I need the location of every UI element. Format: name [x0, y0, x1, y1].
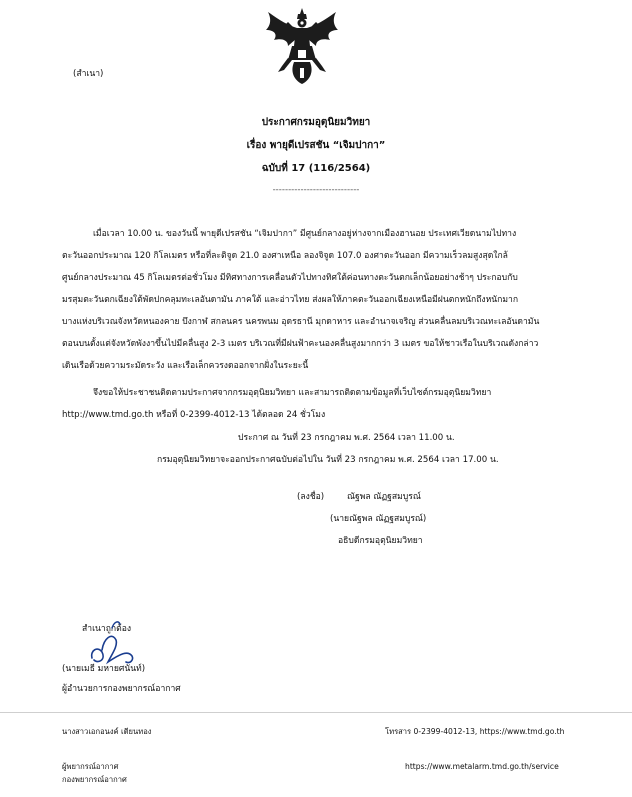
body-line: ศูนย์กลางประมาณ 45 กิโลเมตรต่อชั่วโมง มีทิศทางการเคลื่อนตัวไปทางทิศใต้ค่อนทางตะวันตกเล็กน้อยอย่างช้าๆ ประกอบกับ — [62, 273, 518, 283]
document-title: ประกาศกรมอุตุนิยมวิทยา — [261, 117, 371, 128]
certifier-name: (นายเมธี มหายศนันท์) — [62, 664, 146, 674]
footer-division: กองพยากรณ์อากาศ — [62, 775, 127, 784]
announcement-date: ประกาศ ณ วันที่ 23 กรกฎาคม พ.ศ. 2564 เวลา 11.00 น. — [238, 433, 455, 443]
footer-divider — [0, 712, 632, 713]
signatory-full-name: (นายณัฐพล ณัฏฐสมบูรณ์) — [330, 514, 427, 524]
body-line: เมื่อเวลา 10.00 น. ของวันนี้ พายุดีเปรสชัน “เจิมปากา” มีศูนย์กลางอยู่ห่างจากเมืองฮานอย ประเทศเวียดนามไปทาง — [93, 229, 517, 239]
signed-name: ณัฐพล ณัฏฐสมบูรณ์ — [347, 492, 421, 502]
body-line: มรสุมตะวันตกเฉียงใต้พัดปกคลุมทะเลอันดามัน ภาคใต้ และอ่าวไทย ส่งผลให้ภาคตะวันออกเฉียงเหนือมีฝนตกหนักถึงหนักมาก — [62, 295, 519, 305]
notice-line: จึงขอให้ประชาชนติดตามประกาศจากกรมอุตุนิยมวิทยา และสามารถติดตามข้อมูลที่เว็บไซต์กรมอุตุนิยมวิทยา — [93, 388, 492, 398]
body-line: ตอนบนตั้งแต่จังหวัดพังงาขึ้นไปมีคลื่นสูง 2-3 เมตร บริเวณที่มีฝนฟ้าคะนองคลื่นสูงมากกว่า 3 เมตร ขอให้ชาวเรือในบริเวณดังกล่าว — [62, 339, 539, 349]
footer-role: ผู้พยากรณ์อากาศ — [62, 762, 119, 771]
certified-label: สำเนาถูกต้อง — [82, 624, 132, 634]
document-subject: เรื่อง พายุดีเปรสชัน “เจิมปากา” — [246, 140, 386, 151]
next-issue-note: กรมอุตุนิยมวิทยาจะออกประกาศฉบับต่อไปใน วันที่ 23 กรกฎาคม พ.ศ. 2564 เวลา 17.00 น. — [157, 455, 499, 465]
body-line: บางแห่งบริเวณจังหวัดหนองคาย บึงกาฬ สกลนคร นครพนม อุดรธานี มุกดาหาร และอำนาจเจริญ ส่วนคลื่นลมบริเวณทะเลอันดามัน — [62, 317, 540, 327]
body-line: ตะวันออกประมาณ 120 กิโลเมตร หรือที่ละติจูด 21.0 องศาเหนือ ลองจิจูด 107.0 องศาตะวันออก มีความเร็วลมสูงสุดใกล้ — [62, 251, 508, 261]
signatory-position: อธิบดีกรมอุตุนิยมวิทยา — [338, 536, 423, 546]
garuda-emblem-icon — [264, 6, 340, 86]
notice-line: http://www.tmd.go.th หรือที่ 0-2399-4012-13 ได้ตลอด 24 ชั่วโมง — [62, 410, 326, 420]
copy-mark: (สำเนา) — [73, 69, 104, 79]
footer-service-link: https://www.metalarm.tmd.go.th/service — [405, 762, 559, 771]
footer-preparer: นางสาวเอกอนงค์ เตียนทอง — [62, 727, 152, 736]
footer-contact: โทรสาร 0-2399-4012-13, https://www.tmd.go.th — [385, 727, 565, 736]
handwritten-signature — [72, 610, 152, 670]
document-issue: ฉบับที่ 17 (116/2564) — [261, 163, 371, 174]
certifier-position: ผู้อำนวยการกองพยากรณ์อากาศ — [62, 684, 181, 694]
signed-label: (ลงชื่อ) — [297, 492, 325, 502]
title-separator: ---------------------------- — [272, 185, 360, 195]
body-line: เดินเรือด้วยความระมัดระวัง และเรือเล็กควรงดออกจากฝั่งในระยะนี้ — [62, 361, 309, 371]
